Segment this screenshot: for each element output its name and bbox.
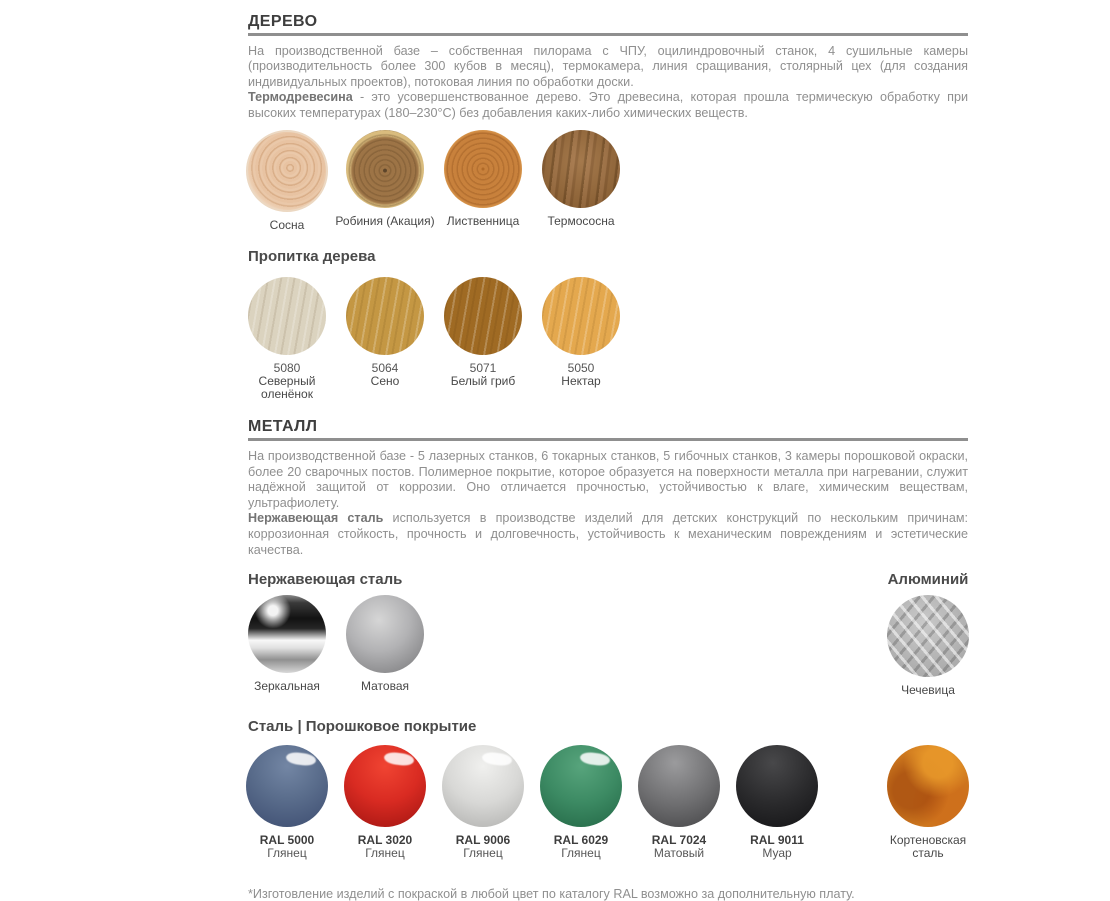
ral3020-label xyxy=(358,834,412,860)
metal-section-title: МЕТАЛЛ xyxy=(248,418,318,436)
ral9006-code: RAL 9006 xyxy=(455,833,511,848)
stainless-item-matte xyxy=(336,595,434,697)
impregnation-item-5064 xyxy=(336,277,434,401)
metal-section-divider xyxy=(248,438,968,441)
impregnation-label-5050 xyxy=(561,362,600,388)
ral5000-finish: Глянец xyxy=(267,846,307,861)
impregnation-item-5050 xyxy=(532,277,630,401)
aluminum-item-lentil xyxy=(879,595,977,697)
robinia-label: Робиния (Акация) xyxy=(335,214,435,229)
ral9011-swatch xyxy=(736,745,818,827)
impregnation-label-5071 xyxy=(451,362,515,388)
impregnation-row xyxy=(238,277,968,401)
ral6029-finish: Глянец xyxy=(561,846,601,861)
impregnation-label-5080 xyxy=(238,362,336,401)
page-content xyxy=(248,0,968,901)
impregnation-name-5071: Белый гриб xyxy=(450,374,516,389)
impregnation-label-5064 xyxy=(371,362,400,388)
corten-steel-swatch xyxy=(887,745,969,827)
stainless-lead: Нержавеющая сталь xyxy=(248,511,384,526)
ral7024-finish: Матовый xyxy=(653,846,705,861)
impregnation-swatch-5050 xyxy=(542,277,620,355)
powder-item-ral6029 xyxy=(532,745,630,860)
ral5000-label xyxy=(260,834,314,860)
gloss-highlight xyxy=(286,751,318,767)
lentil-aluminum-swatch xyxy=(887,595,969,677)
mirror-steel-swatch xyxy=(248,595,326,673)
stainless-paragraph xyxy=(248,511,968,558)
thermowood-lead: Термодревесина xyxy=(248,90,353,105)
thermowood-paragraph xyxy=(248,90,968,121)
impregnation-code-5080: 5080 xyxy=(273,361,301,376)
powder-item-ral3020 xyxy=(336,745,434,860)
impregnation-code-5050: 5050 xyxy=(567,361,595,376)
ral6029-code: RAL 6029 xyxy=(553,833,609,848)
ral5000-swatch xyxy=(246,745,328,827)
corten-steel-label: Кортеновская сталь xyxy=(889,833,967,861)
thermopine-slice-swatch xyxy=(542,130,620,208)
gloss-highlight xyxy=(580,751,612,767)
wood-section-title: ДЕРЕВО xyxy=(248,13,318,30)
powder-item-ral5000 xyxy=(238,745,336,860)
mirror-steel-label: Зеркальная xyxy=(254,679,320,694)
impregnation-swatch-5080 xyxy=(248,277,326,355)
gloss-highlight xyxy=(384,751,416,767)
stainless-text: используется в производстве изделий для детских конструкций по нескольким причинам: коррозионная стойкость, прочность и долговечность, устойчивость к механическим повреждениям и эстетические качества. xyxy=(248,511,968,557)
impregnation-swatch-5064 xyxy=(346,277,424,355)
powder-item-corten xyxy=(879,745,977,860)
wood-intro-paragraph: На производственной базе – собственная пилорама с ЧПУ, оцилиндровочный станок, 4 сушильные камеры (производительность более 300 кубов в месяц), термокамера, линия сращивания, столярный цех (для создания индивидуальных проектов), потоковая линия по обработки доски. xyxy=(248,43,968,89)
impregnation-swatch-5071 xyxy=(444,277,522,355)
thermowood-text: - это усовершенствованное дерево. Это древесина, которая прошла термическую обработку при высоких температурах (180–230°С) без добавления каких-либо химических веществ. xyxy=(248,90,968,120)
stainless-heading: Нержавеющая сталь xyxy=(248,571,403,589)
metal-intro-paragraph: На производственной базе - 5 лазерных станков, 6 токарных станков, 5 гибочных станков, 3 камеры порошковой окраски, более 20 сварочных постов. Полимерное покрытие, которое образуется на поверхности металла при нагревании, служит надёжной защитой от коррозии. Оно отличается прочностью, устойчивостью к влаге, химическим веществам, ультрафиолету. xyxy=(248,448,968,510)
powder-heading: Сталь | Порошковое покрытие xyxy=(248,718,477,736)
larch-label: Лиственница xyxy=(446,214,520,229)
ral9006-swatch xyxy=(442,745,524,827)
pine-label: Сосна xyxy=(269,218,305,233)
row-spacer xyxy=(826,745,879,860)
wood-species-row xyxy=(238,130,968,232)
wood-species-thermopine xyxy=(532,130,630,232)
impregnation-code-5064: 5064 xyxy=(371,361,399,376)
ral9011-label xyxy=(750,834,804,860)
row-spacer xyxy=(434,595,879,697)
impregnation-name-5064: Сено xyxy=(370,374,400,389)
stainless-aluminum-heading-row xyxy=(248,571,968,588)
ral6029-label xyxy=(554,834,608,860)
ral5000-code: RAL 5000 xyxy=(259,833,315,848)
wood-section-text xyxy=(248,44,968,122)
gloss-highlight xyxy=(482,751,514,767)
ral7024-code: RAL 7024 xyxy=(651,833,707,848)
wood-species-larch xyxy=(434,130,532,232)
powder-item-ral7024 xyxy=(630,745,728,860)
aluminum-heading: Алюминий xyxy=(887,571,969,589)
ral7024-label xyxy=(652,834,706,860)
pine-slice-swatch xyxy=(246,130,328,212)
stainless-row xyxy=(238,595,968,697)
ral-footnote: *Изготовление изделий с покраской в любой цвет по каталогу RAL возможно за дополнительную плату. xyxy=(248,887,855,901)
ral9006-label xyxy=(456,834,510,860)
ral3020-code: RAL 3020 xyxy=(357,833,413,848)
impregnation-code-5071: 5071 xyxy=(469,361,497,376)
metal-section-text xyxy=(248,449,968,558)
matte-steel-swatch xyxy=(346,595,424,673)
aluminum-heading-cell xyxy=(879,571,977,588)
ral7024-swatch xyxy=(638,745,720,827)
ral6029-swatch xyxy=(540,745,622,827)
powder-item-ral9011 xyxy=(728,745,826,860)
lentil-aluminum-label: Чечевица xyxy=(901,683,955,698)
wood-species-pine xyxy=(238,130,336,232)
impregnation-item-5071 xyxy=(434,277,532,401)
matte-steel-label: Матовая xyxy=(361,679,409,694)
stainless-item-mirror xyxy=(238,595,336,697)
impregnation-heading: Пропитка дерева xyxy=(248,248,376,266)
impregnation-name-5080: Северный оленёнок xyxy=(258,374,316,402)
powder-item-ral9006 xyxy=(434,745,532,860)
robinia-slice-swatch xyxy=(346,130,424,208)
wood-section-divider xyxy=(248,33,968,36)
ral3020-swatch xyxy=(344,745,426,827)
larch-slice-swatch xyxy=(444,130,522,208)
impregnation-name-5050: Нектар xyxy=(561,374,601,389)
ral3020-finish: Глянец xyxy=(365,846,405,861)
wood-species-robinia xyxy=(336,130,434,232)
powder-row xyxy=(238,745,968,860)
ral9011-finish: Муар xyxy=(762,846,792,861)
ral9011-code: RAL 9011 xyxy=(750,833,804,848)
ral9006-finish: Глянец xyxy=(463,846,503,861)
impregnation-item-5080 xyxy=(238,277,336,401)
thermopine-label: Термососна xyxy=(547,214,615,229)
